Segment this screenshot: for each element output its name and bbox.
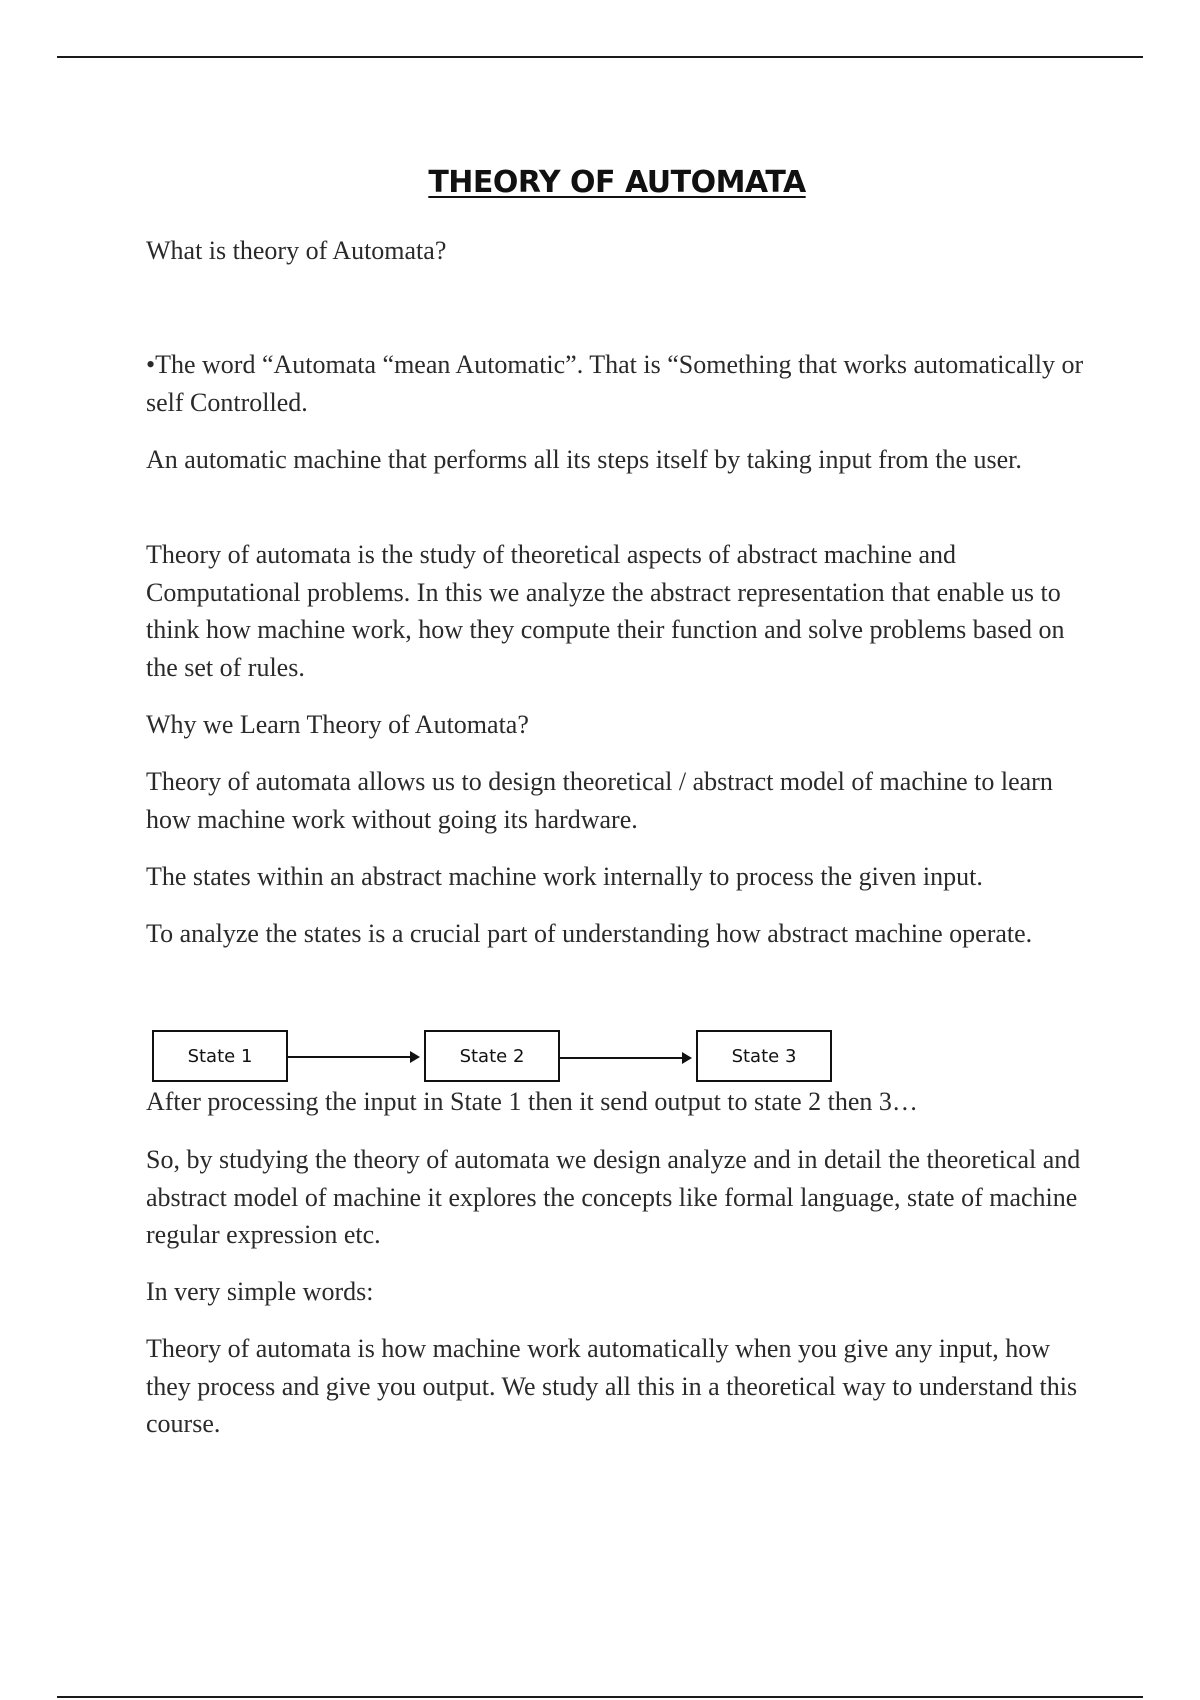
arrow-state1-to-state2 [288,1056,418,1058]
paragraph-so-by-studying: So, by studying the theory of automata we design analyze and in detail the theoretical and abstract model of machine it explores the concepts like formal language, state of machine regular expression etc. [146,1145,1081,1249]
paragraph-automatic-machine: An automatic machine that performs all its steps itself by taking input from the user. [146,445,1022,474]
bottom-rule [57,1696,1143,1698]
state-box-1 [152,1030,288,1082]
paragraph-design-models: Theory of automata allows us to design theoretical / abstract model of machine to learn how machine work without going its hardware. [146,767,1053,834]
question-why-learn: Why we Learn Theory of Automata? [146,710,529,739]
paragraph-after-processing: After processing the input in State 1 then it send output to state 2 then 3… [146,1087,918,1116]
arrow-state2-to-state3 [560,1057,690,1059]
state-box-2 [424,1030,560,1082]
document-title [0,165,1200,200]
paragraph-analyze-states: To analyze the states is a crucial part of understanding how abstract machine operate. [146,919,1033,948]
paragraph-simple-explanation: Theory of automata is how machine work automatically when you give any input, how they process and give you output. We study all this in a theoretical way to understand this course. [146,1334,1078,1438]
paragraph-word-meaning: •The word “Automata “mean Automatic”. That is “Something that works automatically or self Controlled. [146,350,1084,417]
top-rule [57,56,1143,58]
state-label-2: State 2 [459,1045,525,1067]
paragraph-simple-words: In very simple words: [146,1277,374,1306]
state-label-1: State 1 [187,1045,253,1067]
document-title-text: THEORY OF AUTOMATA [428,165,806,200]
paragraph-states-internal: The states within an abstract machine work internally to process the given input. [146,862,983,891]
state-diagram [150,1030,850,1088]
state-label-3: State 3 [731,1045,797,1067]
paragraph-theory-definition: Theory of automata is the study of theoretical aspects of abstract machine and Computational problems. In this we analyze the abstract representation that enable us to think how machine work, how they compute their function and solve problems based on the set of rules. [146,540,1065,682]
state-box-3 [696,1030,832,1082]
question-what-is-automata: What is theory of Automata? [146,236,447,265]
